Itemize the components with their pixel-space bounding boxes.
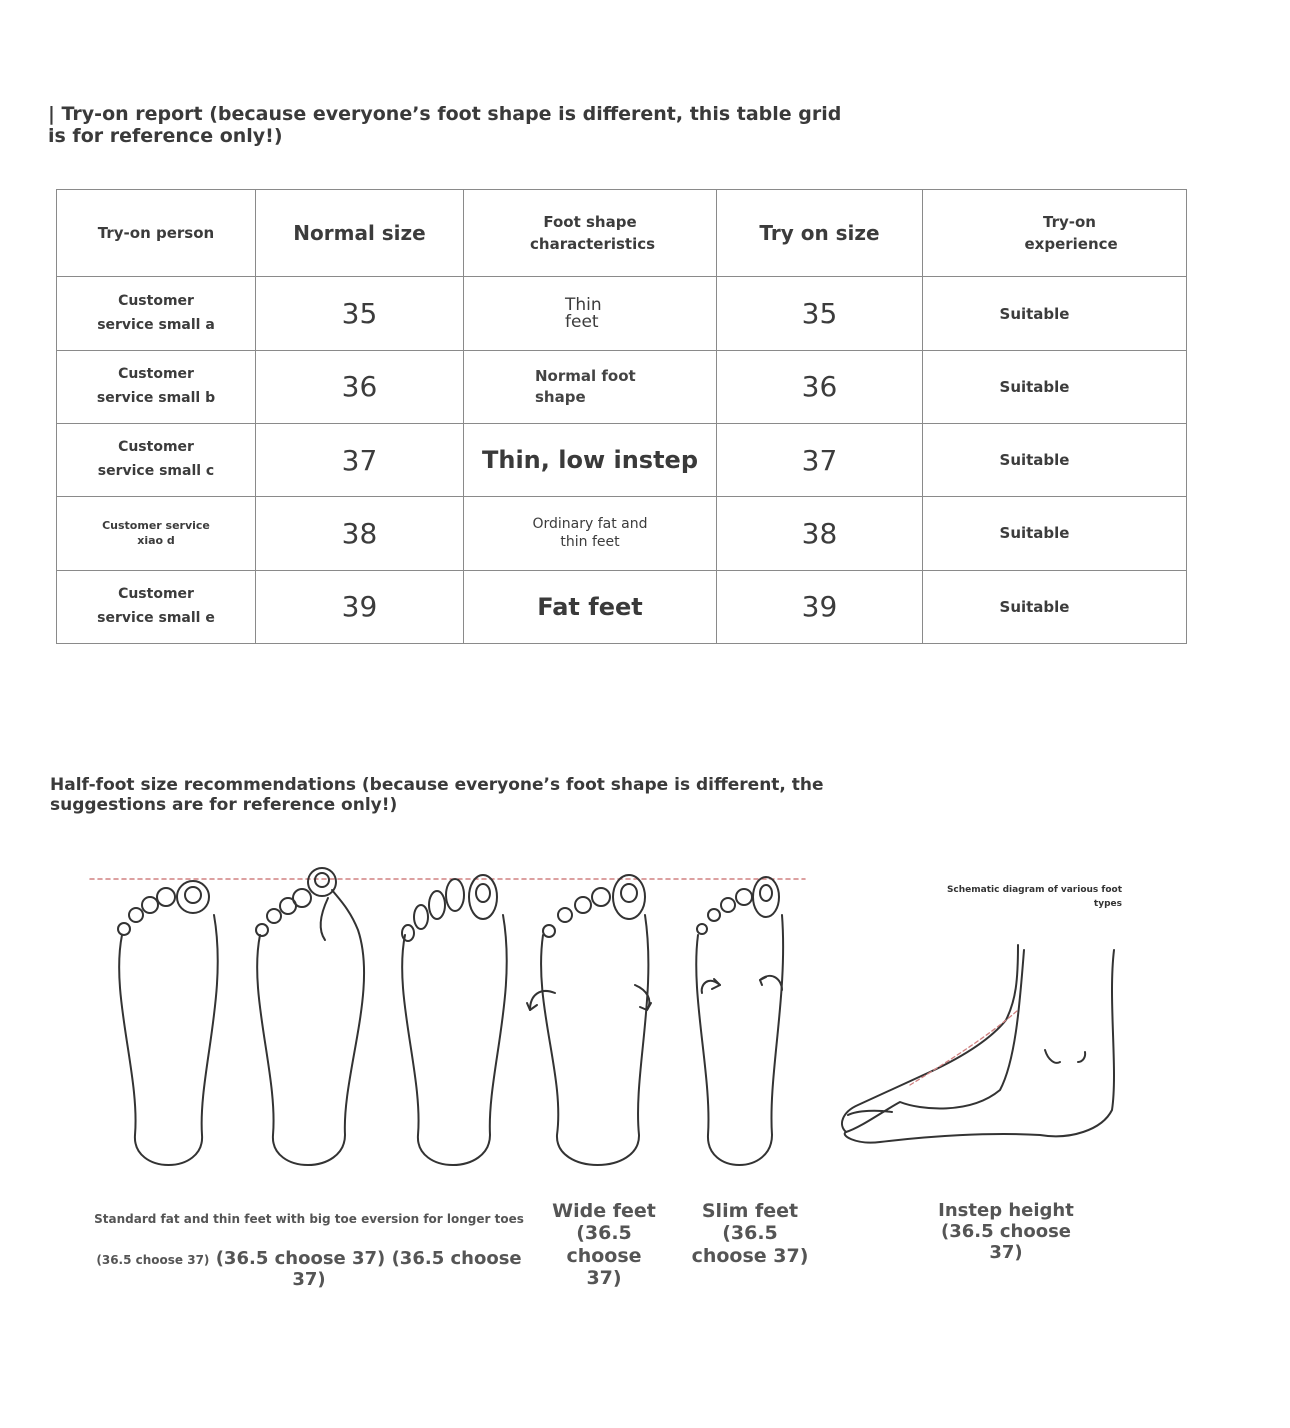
- person-cell: Customer service small c: [57, 424, 256, 497]
- side-view-foot-icon: [842, 945, 1114, 1143]
- standard-feet-caption: Standard fat and thin feet with big toe eversion for longer toes: [94, 1212, 524, 1226]
- table-row: [57, 424, 1187, 497]
- foot-shape-cell: Thin feet: [464, 277, 717, 350]
- foot-shape-cell: Ordinary fat and thin feet: [464, 497, 717, 570]
- choice-long-toe: (36.5 choose 37): [292, 1248, 522, 1291]
- table-row: [57, 350, 1187, 423]
- normal-size-cell: 39: [256, 570, 464, 643]
- table-row: [57, 570, 1187, 643]
- table-header-row: [57, 190, 1187, 277]
- foot-shape-cell: Thin, low instep: [464, 424, 717, 497]
- table-row: [57, 277, 1187, 350]
- experience-cell: Suitable: [923, 570, 1187, 643]
- column-header-try-on-size: Try on size: [717, 190, 923, 277]
- try-on-size-cell: 37: [717, 424, 923, 497]
- try-on-size-cell: 38: [717, 497, 923, 570]
- slim-foot-icon: [696, 877, 783, 1165]
- column-header-person: Try-on person: [57, 190, 256, 277]
- experience-cell: Suitable: [923, 350, 1187, 423]
- bunion-foot-icon: [256, 868, 364, 1165]
- normal-size-cell: 35: [256, 277, 464, 350]
- report-heading: | Try-on report (because everyone’s foot shape is different, this table grid is for reference only!): [48, 103, 842, 147]
- experience-cell: Suitable: [923, 497, 1187, 570]
- long-toe-foot-icon: [402, 875, 507, 1165]
- try-on-size-cell: 39: [717, 570, 923, 643]
- normal-size-cell: 38: [256, 497, 464, 570]
- choice-standard: (36.5 choose 37): [96, 1253, 210, 1267]
- wide-feet-caption: Wide feet (36.5 choose 37): [552, 1200, 656, 1290]
- schematic-caption: Schematic diagram of various foot types: [946, 885, 1122, 909]
- experience-cell: Suitable: [923, 424, 1187, 497]
- standard-foot-icon: [118, 881, 218, 1165]
- instep-height-caption: Instep height (36.5 choose 37): [938, 1200, 1074, 1264]
- foot-shape-cell: Normal foot shape: [464, 350, 717, 423]
- foot-shape-cell: Fat feet: [464, 570, 717, 643]
- column-header-foot-shape: Foot shape characteristics: [464, 190, 717, 277]
- try-on-size-cell: 35: [717, 277, 923, 350]
- normal-size-cell: 37: [256, 424, 464, 497]
- normal-size-cell: 36: [256, 350, 464, 423]
- try-on-size-cell: 36: [717, 350, 923, 423]
- size-choice-captions: [86, 1248, 532, 1290]
- try-on-table: [56, 189, 1187, 644]
- experience-cell: Suitable: [923, 277, 1187, 350]
- person-cell: Customer service small a: [57, 277, 256, 350]
- table-row: [57, 497, 1187, 570]
- wide-foot-icon: [527, 875, 651, 1165]
- person-cell: Customer service small b: [57, 350, 256, 423]
- person-cell: Customer service small e: [57, 570, 256, 643]
- person-cell: Customer service xiao d: [57, 497, 256, 570]
- column-header-experience: Try-on experience: [923, 190, 1187, 277]
- column-header-normal-size: Normal size: [256, 190, 464, 277]
- choice-bunion: (36.5 choose 37): [215, 1248, 386, 1269]
- slim-feet-caption: Slim feet (36.5 choose 37): [691, 1200, 809, 1267]
- half-foot-heading: Half-foot size recommendations (because everyone’s foot shape is different, the suggestions are for reference only!): [50, 775, 824, 815]
